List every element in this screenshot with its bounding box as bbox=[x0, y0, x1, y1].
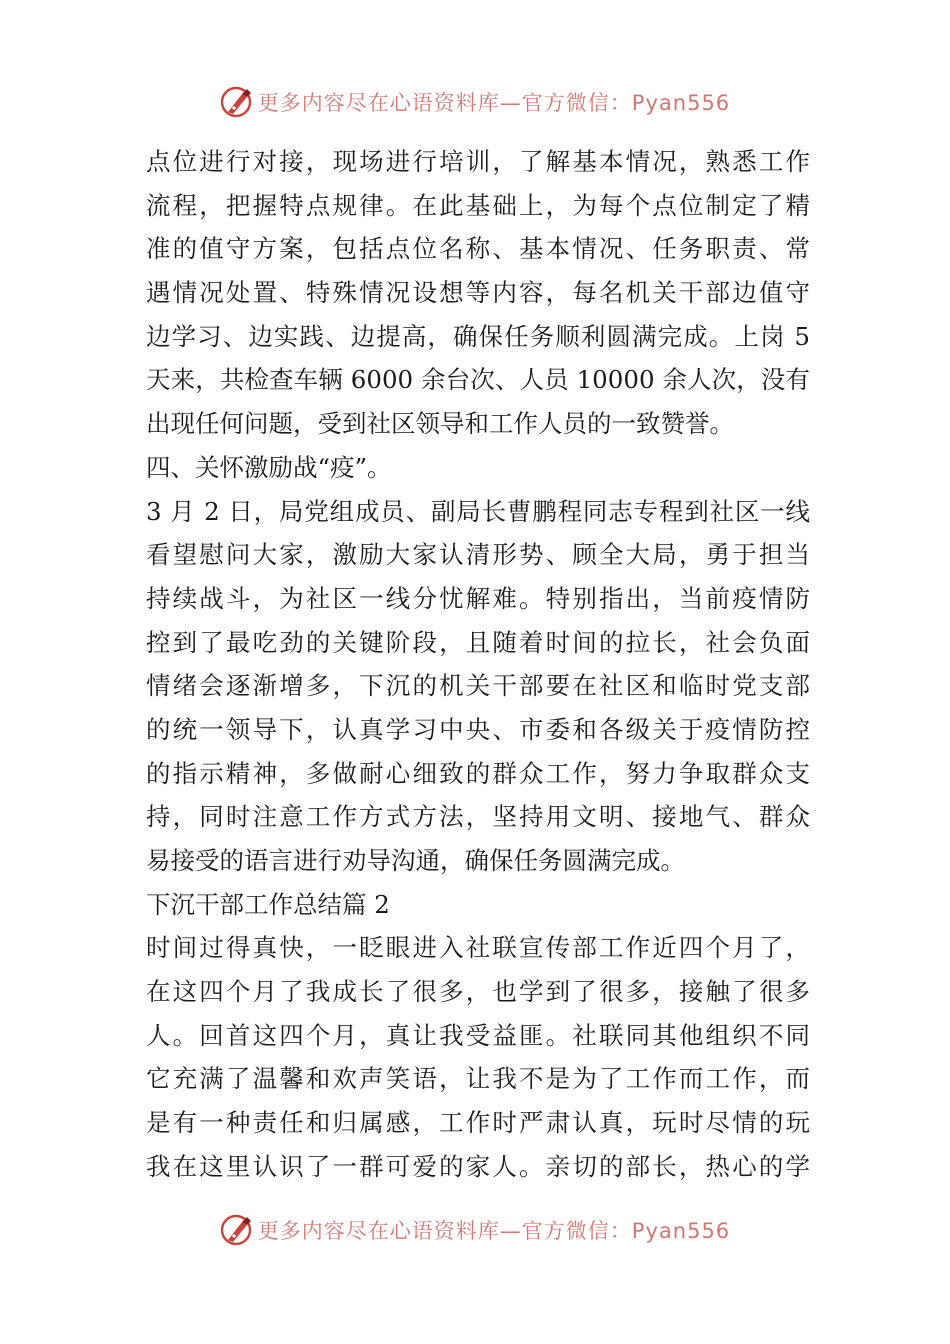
article-title: 下沉干部工作总结篇 2 bbox=[146, 889, 390, 919]
text-line: 天来，共检查车辆 6000 余台次、人员 10000 余人次，没有 bbox=[146, 365, 810, 395]
text-line: 准的值守方案，包括点位名称、基本情况、任务职责、常 bbox=[146, 234, 810, 264]
text-line: 的统一领导下，认真学习中央、市委和各级关于疫情防控 bbox=[146, 714, 810, 744]
header-banner bbox=[0, 82, 950, 122]
pen-nib-circle-icon bbox=[220, 85, 254, 119]
text-line: 控到了最吃劲的关键阶段，且随着时间的拉长，社会负面 bbox=[146, 627, 810, 657]
text-line: 在这四个月了我成长了很多，也学到了很多，接触了很多 bbox=[146, 977, 810, 1007]
text-line: 时间过得真快，一眨眼进入社联宣传部工作近四个月了， bbox=[146, 933, 810, 963]
text-line: 3 月 2 日，局党组成员、副局长曹鹏程同志专程到社区一线 bbox=[146, 496, 810, 526]
section-heading: 四、关怀激励战“疫”。 bbox=[146, 452, 392, 482]
text-line: 我在这里认识了一群可爱的家人。亲切的部长，热心的学 bbox=[146, 1151, 810, 1181]
text-line: 持续战斗，为社区一线分忧解难。特别指出，当前疫情防 bbox=[146, 583, 810, 613]
banner-text: 更多内容尽在心语资料库—官方微信：Pyan556 bbox=[257, 91, 731, 115]
text-line: 持，同时注意工作方式方法，坚持用文明、接地气、群众 bbox=[146, 802, 810, 832]
text-line: 遇情况处置、特殊情况设想等内容，每名机关干部边值守 bbox=[146, 278, 810, 308]
text-line: 边学习、边实践、边提高，确保任务顺利圆满完成。上岗 5 bbox=[146, 321, 810, 351]
text-line: 看望慰问大家，激励大家认清形势、顾全大局，勇于担当 bbox=[146, 540, 810, 570]
text-line: 出现任何问题，受到社区领导和工作人员的一致赞誉。 bbox=[146, 409, 734, 439]
footer-banner bbox=[0, 1210, 950, 1250]
text-line: 的指示精神，多做耐心细致的群众工作，努力争取群众支 bbox=[146, 758, 810, 788]
text-line: 点位进行对接，现场进行培训，了解基本情况，熟悉工作 bbox=[146, 147, 810, 176]
text-line: 流程，把握特点规律。在此基础上，为每个点位制定了精 bbox=[146, 190, 810, 220]
text-line: 是有一种责任和归属感，工作时严肃认真，玩时尽情的玩 bbox=[146, 1108, 810, 1138]
pen-nib-circle-icon bbox=[220, 1213, 254, 1247]
text-line: 情绪会逐渐增多，下沉的机关干部要在社区和临时党支部 bbox=[146, 671, 810, 701]
banner-text: 更多内容尽在心语资料库—官方微信：Pyan556 bbox=[257, 1219, 731, 1243]
text-line: 人。回首这四个月，真让我受益匪。社联同其他组织不同 bbox=[146, 1020, 810, 1050]
text-line: 易接受的语言进行劝导沟通，确保任务圆满完成。 bbox=[146, 846, 685, 875]
text-line: 它充满了温馨和欢声笑语，让我不是为了工作而工作，而 bbox=[146, 1064, 810, 1094]
document-body bbox=[146, 140, 810, 1189]
